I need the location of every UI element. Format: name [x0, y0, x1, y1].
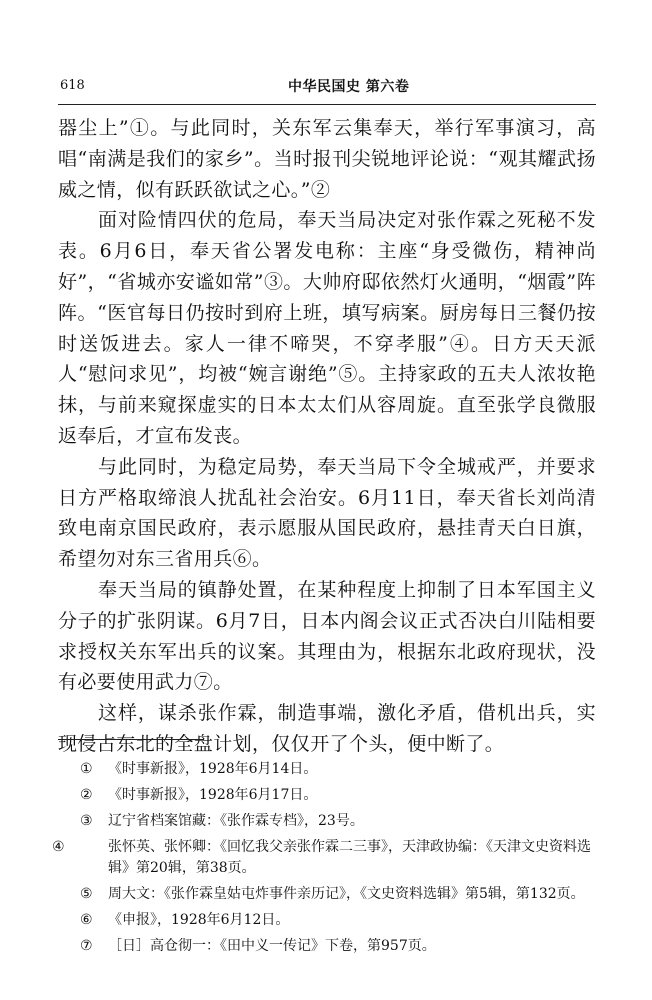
footnote-marker: ③: [80, 813, 93, 829]
header-rule: [58, 104, 596, 105]
footnote-text: 《申报》，1928年6月12日。: [108, 912, 290, 928]
footnote-text: 《时事新报》，1928年6月17日。: [108, 787, 318, 803]
footnote: [80, 884, 600, 905]
footnote-marker: ⑥: [80, 912, 93, 928]
footnote: [80, 785, 600, 806]
footnote: [52, 837, 600, 879]
paragraph-5: 这样，谋杀张作霖，制造事端，激化矛盾，借机出兵，实现侵占东北的全盘计划，仅仅开了个头，便中断了。: [58, 702, 596, 755]
footnote-text: 《时事新报》，1928年6月14日。: [108, 761, 318, 777]
footnote: [80, 811, 600, 832]
footnotes: [52, 759, 600, 962]
paragraph-4: 奉天当局的镇静处置，在某种程度上抑制了日本军国主义分子的扩张阴谋。6月7日，日本内阁会议正式否决白川陆相要求授权关东军出兵的议案。其理由为，根据东北政府现状，没有必要使用武力⑦。: [58, 578, 596, 694]
footnote: [80, 910, 600, 931]
footnote-rule: [58, 739, 204, 740]
footnote-text: ［日］高仓彻一：《田中义一传记》下卷，第957页。: [108, 938, 436, 954]
paragraph-2: 面对险情四伏的危局，奉天当局决定对张作霖之死秘不发表。6月6日，奉天省公署发电称：主座“身受微伤，精神尚好”，“省城亦安谧如常”③。大帅府邸依然灯火通明，“烟霞”阵阵。“医官每日仍按时到府上班，填写病案。厨房每日三餐仍按时送饭进去。家人一律不啼哭，不穿孝服”④。日方天天派人“慰问求见”，均被“婉言谢绝”⑤。主持家政的五夫人浓妆艳抹，与前来窥探虚实的日本太太们从容周旋。直至张学良微服返奉后，才宣布发丧。: [58, 209, 596, 447]
running-title: 中华民国史 第六卷: [288, 79, 410, 95]
footnote-marker: ①: [80, 761, 93, 777]
footnote: [80, 759, 600, 780]
footnote: [80, 936, 600, 957]
page-number: 618: [60, 78, 85, 93]
footnote-text: 张怀英、张怀卿：《回忆我父亲张作霖二三事》，天津政协编：《天津文史资料选辑》第20辑，第38页。: [108, 839, 591, 876]
footnote-marker: ⑤: [80, 886, 93, 902]
paragraph-1: 器尘上”①。与此同时，关东军云集奉天，举行军事演习，高唱“南满是我们的家乡”。当时报刊尖锐地评论说：“观其耀武扬威之情，似有跃跃欲试之心。”②: [58, 117, 596, 201]
footnote-marker: ④: [52, 839, 65, 855]
paragraph-3: 与此同时，为稳定局势，奉天当局下令全城戒严，并要求日方严格取缔浪人扰乱社会治安。6月11日，奉天省长刘尚清致电南京国民政府，表示愿服从国民政府，悬挂青天白日旗，希望勿对东三省用兵⑥。: [58, 455, 596, 571]
footnote-text: 周大文：《张作霖皇姑屯炸事件亲历记》，《文史资料选辑》第5辑，第132页。: [108, 886, 585, 902]
footnote-marker: ②: [80, 787, 93, 803]
footnote-text: 辽宁省档案馆藏：《张作霖专档》，23号。: [108, 813, 364, 829]
body-text: [58, 113, 596, 760]
footnote-marker: ⑦: [80, 938, 93, 954]
page-header: [58, 76, 596, 100]
